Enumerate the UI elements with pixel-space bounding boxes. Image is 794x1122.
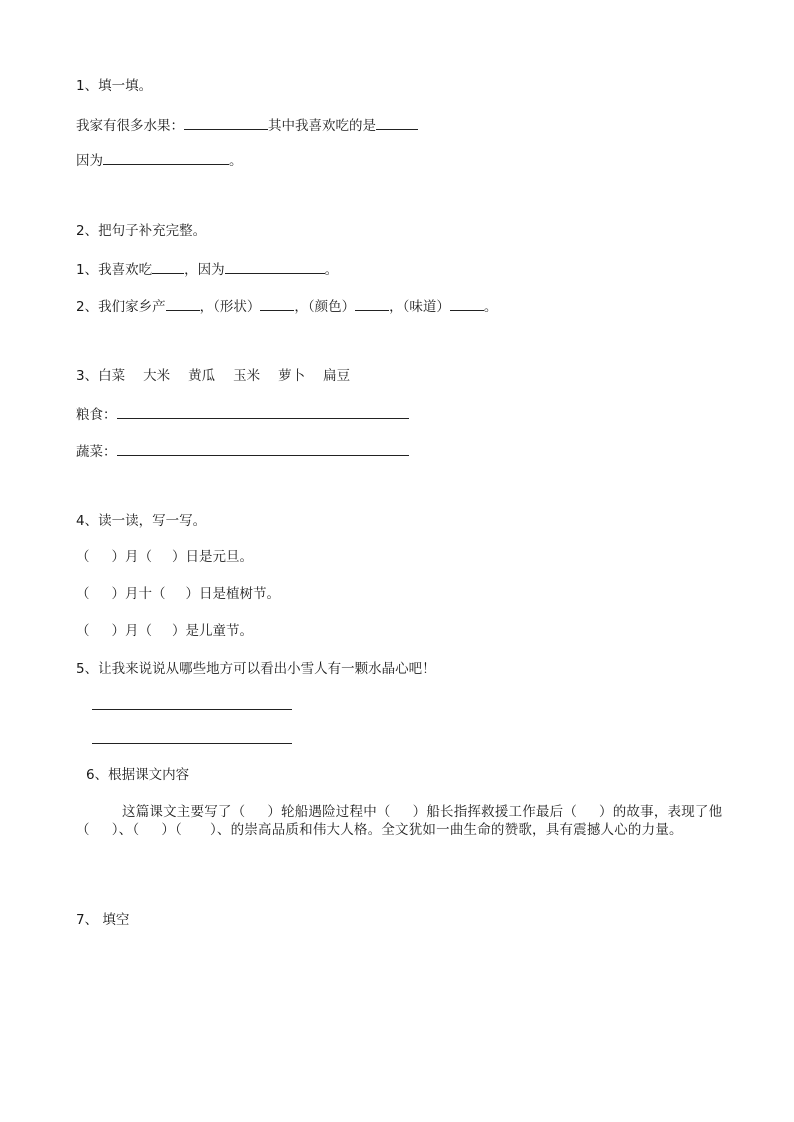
q2-s2-color: ，（颜色） [294,299,356,315]
q1-line1 [76,115,418,135]
q2-s1-label: 1、我喜欢吃 [76,262,153,278]
q3-veg [76,441,409,461]
q4-paren: （ [76,549,90,565]
q1-line1-label: 我家有很多水果： [76,118,184,134]
fill-blank[interactable] [225,259,325,274]
q4-text: ）日是植树节。 [185,586,280,602]
q6-text: ）、（ [111,822,140,838]
q2-s2-shape: ，（形状） [199,299,261,315]
q6-text: ）的故事，表现了他（ [76,804,723,838]
q4-paren: （ [76,623,90,639]
q6-text: ）轮船遇险过程中（ [267,804,391,820]
q4-row1 [76,548,253,566]
q6-text: ）船长指挥救援工作最后（ [412,804,578,820]
q6-title: 6、根据课文内容 [86,767,190,783]
q2-sentence1 [76,259,338,279]
fill-blank[interactable] [184,115,268,130]
q6-text: 这篇课文主要写了（ [122,804,246,820]
q2-s2-label: 2、我们家乡产 [76,299,166,315]
q2-s2-taste: ，（味道） [389,299,450,315]
fill-blank[interactable] [117,404,409,419]
q3-grain [76,404,409,424]
q2-title: 2、把句子补充完整。 [76,223,207,239]
q3-word: 黄瓜 [188,368,216,384]
answer-line[interactable] [92,743,292,744]
q3-word: 萝卜 [278,368,306,384]
q4-row2 [76,585,280,603]
q6-text: ）、的崇高品质和伟大人格。全文犹如一曲生命的赞歌，具有震撼人心的力量。 [209,822,683,838]
q4-text: ）月十（ [111,586,166,602]
q3-veg-label: 蔬菜： [76,444,117,460]
q1-line1-label2: 其中我喜欢吃的是 [268,118,376,134]
q4-paren: （ [76,586,90,602]
q3-title [76,367,350,385]
q6-paragraph [76,803,726,839]
q1-line2-label: 因为 [76,153,103,169]
fill-blank[interactable] [152,259,184,274]
q4-row3 [76,622,253,640]
q4-title: 4、读一读，写一写。 [76,513,207,529]
fill-blank[interactable] [166,296,200,311]
fill-blank[interactable] [117,441,409,456]
q1-line2-end: 。 [229,153,243,169]
q2-s1-end: 。 [324,262,339,278]
q2-s1-label2: ，因为 [184,262,225,278]
q4-text: ）是儿童节。 [172,623,253,639]
fill-blank[interactable] [355,296,389,311]
fill-blank[interactable] [450,296,484,311]
q3-word: 玉米 [233,368,261,384]
q4-text: ）月（ [111,549,152,565]
q4-text: ）月（ [111,623,152,639]
q4-text: ）日是元旦。 [172,549,253,565]
q1-line2 [76,150,243,170]
q1-title: 1、填一填。 [76,78,153,94]
q2-s2-end: 。 [483,299,498,315]
fill-blank[interactable] [260,296,294,311]
q3-title-text: 3、白菜 [76,368,126,384]
q7-title: 7、 填空 [76,912,130,928]
fill-blank[interactable] [376,115,418,130]
q3-word: 扁豆 [323,368,351,384]
q2-sentence2 [76,296,497,316]
q3-word: 大米 [143,368,171,384]
q6-text: ）（ [161,822,182,838]
q5-title: 5、让我来说说从哪些地方可以看出小雪人有一颗水晶心吧！ [76,661,436,677]
q3-grain-label: 粮食： [76,407,117,423]
fill-blank[interactable] [103,150,229,165]
answer-line[interactable] [92,709,292,710]
